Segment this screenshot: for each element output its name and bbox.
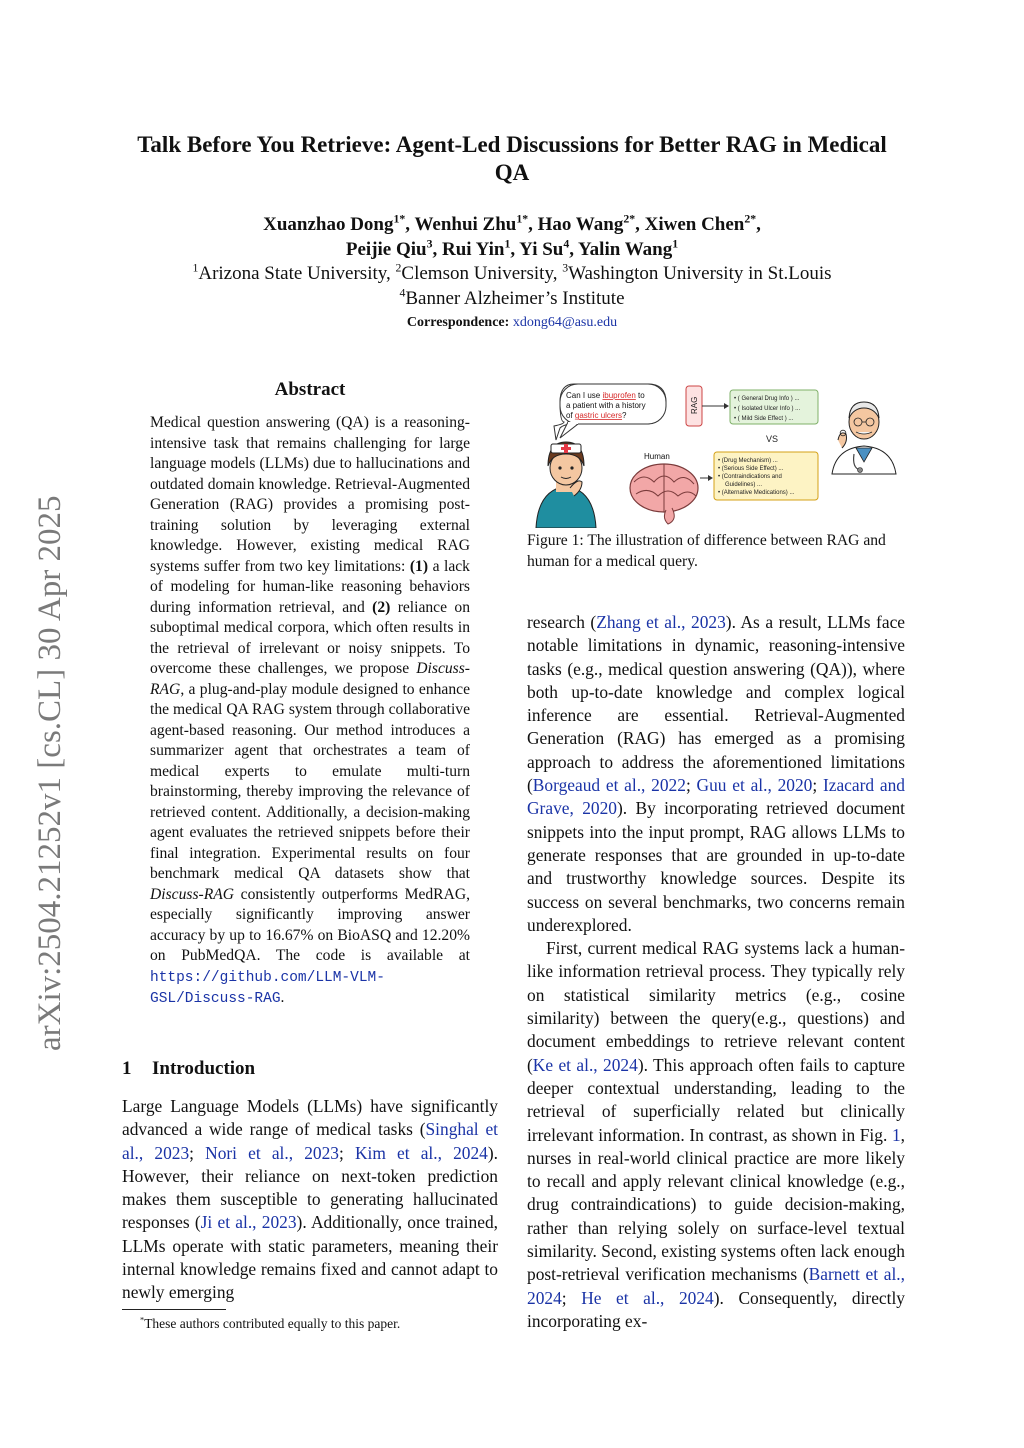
- brain-icon: [630, 452, 698, 524]
- citation-link[interactable]: Singhal et al., 2023: [122, 1119, 498, 1163]
- speech-bubble: [554, 384, 666, 440]
- rag-results-box: [730, 390, 818, 424]
- affiliations: $^1$Arizona State University, $^2$Clemson University, $^3$Washington University in St.Louis $^4$Banner Alzheimer’s Institute: [192, 261, 832, 309]
- nurse-icon: [536, 442, 596, 528]
- citation-link[interactable]: Barnett et al., 2024: [527, 1264, 905, 1308]
- author: Yalin Wang: [578, 239, 673, 260]
- citation-link[interactable]: Nori et al., 2023: [205, 1142, 339, 1163]
- section-heading: 1 Introduction: [122, 1058, 256, 1079]
- author: Peijie Qiu: [345, 239, 427, 260]
- abstract-heading: Abstract: [274, 379, 346, 400]
- svg-text:Guidelines) ...: Guidelines) ...: [725, 482, 763, 488]
- svg-text:• (Alternative Medications) .: • (Alternative Medications) ...: [718, 490, 795, 496]
- citation-link[interactable]: Borgeaud et al., 2022: [532, 775, 686, 796]
- author: Wenhui Zhu: [414, 214, 517, 235]
- author: Xiwen Chen: [644, 214, 745, 235]
- paragraph: First, current medical RAG systems lack a human-like information retrieval process. They typically rely on statistical similarity metrics (e.g., cosine similarity) between the query(e.g., questions) and document embeddings to retrieve relevant content (Ke et al., 2024). This approach often fails to capture deeper contextual understanding, leading to the retrieval of superficially related but clinically irrelevant information. In contrast, as shown in Fig. 1, nurses in real-world clinical practice are more likely to recall and apply relevant clinical knowledge (e.g., drug contraindications) to guide decision-making, rather than relying solely on surface-level textual similarity. Second, existing systems often lack enough post-retrieval verification mechanisms (Barnett et al., 2024; He et al., 2024). Consequently, directly incorporating ex-: [527, 938, 905, 1331]
- figure-1: [526, 378, 906, 528]
- paper-title: Talk Before You Retrieve: Agent-Led Discussions for Better RAG in Medical QA: [137, 132, 887, 185]
- svg-text:Can I use ibuprofen to: Can I use ibuprofen to: [566, 391, 645, 400]
- footnote: *These authors contributed equally to this paper.: [140, 1315, 401, 1331]
- intro-body: Large Language Models (LLMs) have significantly advanced a wide range of medical tasks (Singhal et al., 2023; Nori et al., 2023; Kim et al., 2024). However, their reliance on next-token prediction makes them susceptible to generating hallucinated responses (Ji et al., 2023). Additionally, once trained, LLMs operate with static parameters, meaning their internal knowledge remains fixed and cannot adapt to newly emerging: [122, 1096, 499, 1303]
- code-link[interactable]: https://github.com/LLM-VLM-GSL/Discuss-RAG: [150, 969, 385, 1007]
- rag-box: [686, 386, 702, 426]
- svg-text:a patient with a history: a patient with a history: [566, 401, 646, 410]
- citation-link[interactable]: Izacard and Grave, 2020: [527, 775, 905, 819]
- author: Yi Su: [519, 239, 564, 260]
- figure-caption: Figure 1: The illustration of difference between RAG and human for a medical query.: [527, 532, 886, 570]
- footnote-rule: [122, 1309, 226, 1310]
- svg-text:• ( Isolated Ulcer Info ) ...: • ( Isolated Ulcer Info ) ...: [734, 406, 801, 412]
- doctor-icon: [832, 402, 896, 474]
- citation-link[interactable]: Kim et al., 2024: [354, 1142, 488, 1163]
- svg-text:• ( Mild Side Effect ) ...: • ( Mild Side Effect ) ...: [734, 416, 794, 422]
- right-column-body: research (Zhang et al., 2023). As a result, LLMs face notable limitations in dynamic, reasoning-intensive tasks (e.g., medical question answering (QA)), where both up-to-date knowledge and complex logical inference are essential. Retrieval-Augmented Generation (RAG) has emerged as a promising approach to address the aforementioned limitations (Borgeaud et al., 2022; Guu et al., 2020; Izacard and Grave, 2020). By incorporating retrieved document snippets into the input prompt, RAG allows LLMs to generate responses that are grounded in up-to-date and trustworthy knowledge sources. Despite its success on several benchmarks, two concerns remain underexplored. First, current medical RAG systems lack a human-like information retrieval process. They typically rely on statistical similarity metrics (e.g., cosine similarity) between the query(e.g., questions) and document embeddings to retrieve relevant content (Ke et al., 2024). This approach often fails to capture deeper contextual understanding, leading to the retrieval of superficially related but clinically irrelevant information. In contrast, as shown in Fig. 1, nurses in real-world clinical practice are more likely to recall and apply relevant clinical knowledge (e.g., drug contraindications) to guide decision-making, rather than relying solely on surface-level textual similarity. Second, existing systems often lack enough post-retrieval verification mechanisms (Barnett et al., 2024; He et al., 2024). Consequently, directly incorporating ex-: [527, 611, 905, 1333]
- citation-link[interactable]: Ji et al., 2023: [200, 1212, 297, 1233]
- author: Rui Yin: [442, 239, 505, 260]
- svg-text:• ( General Drug Info ) ...: • ( General Drug Info ) ...: [734, 396, 800, 402]
- citation-link[interactable]: He et al., 2024: [581, 1287, 714, 1308]
- arxiv-stamp: [20, 455, 72, 1055]
- author: Xuanzhao Dong: [263, 214, 394, 235]
- email-link[interactable]: xdong64@asu.edu: [512, 315, 618, 330]
- citation-link[interactable]: Guu et al., 2020: [696, 775, 813, 796]
- author: Hao Wang: [537, 214, 624, 235]
- human-label: Human: [644, 452, 670, 461]
- citation-link[interactable]: Ke et al., 2024: [532, 1054, 638, 1075]
- vs-label: VS: [766, 434, 779, 444]
- svg-text:• (Contraindications and: • (Contraindications and: [718, 474, 782, 480]
- figure-ref-link[interactable]: 1: [891, 1124, 901, 1145]
- abstract-body: Medical question answering (QA) is a reasoning-intensive task that remains challenging for large language models (LLMs) due to hallucinations and outdated domain knowledge. Retrieval-Augmented Generation (RAG) provides a promising post-training solution by leveraging external knowledge. However, existing medical RAG systems suffer from two key limitations: (1) a lack of modeling for human-like reasoning behaviors during information retrieval, and (2) reliance on suboptimal medical corpora, which often results in the retrieval of irrelevant or noisy snippets. To overcome these challenges, we propose Discuss-RAG, a plug-and-play module designed to enhance the medical QA RAG system through collaborative agent-based reasoning. Our method introduces a summarizer agent that orchestrates a team of medical experts to emulate multi-turn brainstorming, thereby improving the relevance of retrieved content. Additionally, a decision-making agent evaluates the retrieved snippets before their final integration. Experimental results on four benchmark medical QA datasets show that Discuss-RAG consistently outperforms MedRAG, especially significantly improving answer accuracy by up to 16.67% on BioASQ and 12.20% on PubMedQA. The code is available at https://github.com/LLM-VLM-GSL/Discuss-RAG.: [150, 414, 470, 1007]
- svg-text:• (Serious Side Effect) ...: • (Serious Side Effect) ...: [718, 466, 784, 472]
- author-list: Xuanzhao Dong$^{1*}$, Wenhui Zhu$^{1*}$, Hao Wang$^{2*}$, Xiwen Chen$^{2*}$, Peijie Qiu$^3$, Rui Yin$^1$, Yi Su$^4$, Yalin Wang$^1$: [263, 212, 761, 260]
- arxiv-id: arXiv:2504.21252v1 [cs.CL] 30 Apr 2025: [32, 495, 68, 1051]
- human-results-box: [714, 452, 818, 500]
- rag-label: RAG: [690, 396, 699, 414]
- svg-text:of gastric ulcers?: of gastric ulcers?: [566, 411, 627, 420]
- svg-text:• (Drug Mechanism) ...: • (Drug Mechanism) ...: [718, 458, 778, 464]
- citation-link[interactable]: Zhang et al., 2023: [596, 612, 726, 632]
- correspondence: Correspondence: xdong64@asu.edu: [406, 315, 618, 330]
